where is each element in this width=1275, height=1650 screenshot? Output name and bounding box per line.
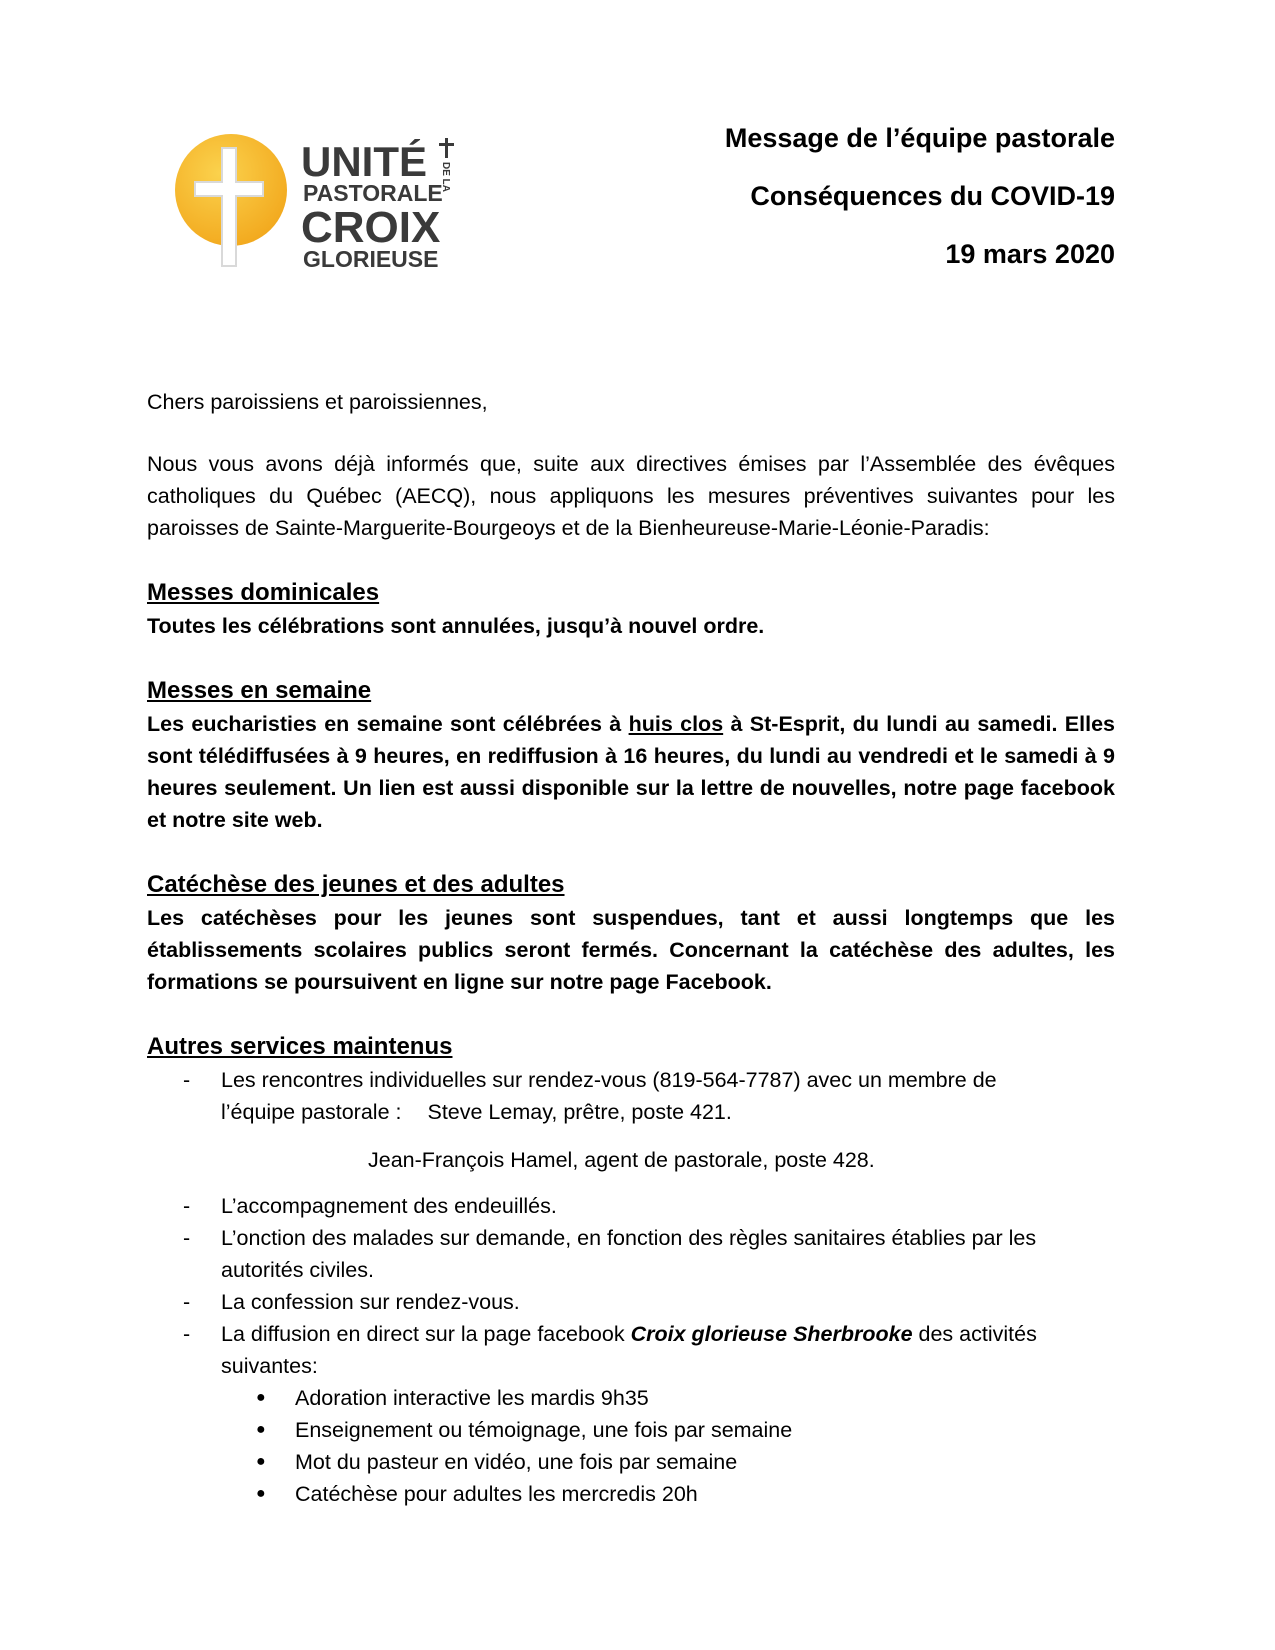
- list-item: - L’accompagnement des endeuillés.: [147, 1190, 1115, 1222]
- section-text-dominicales: Toutes les célébrations sont annulées, jusqu’à nouvel ordre.: [147, 614, 765, 638]
- section-title-autres: Autres services maintenus: [147, 1033, 453, 1060]
- diffusion-text-part2: des activités suivantes:: [221, 1322, 1037, 1378]
- bullet-item: ● Mot du pasteur en vidéo, une fois par semaine: [221, 1446, 1115, 1478]
- bullet-item: ● Enseignement ou témoignage, une fois par semaine: [221, 1414, 1115, 1446]
- intro-paragraph: Nous vous avons déjà informés que, suite aux directives émises par l’Assemblée des évêques catholiques du Québec (AECQ), nous appliquons les mesures préventives suivantes pour les paroisses de Sainte-Marguerite-Bourgeoys et de la Bienheureuse-Marie-Léonie-Paradis:: [147, 452, 1115, 540]
- rencontres-line2-label: l’équipe pastorale :: [221, 1100, 402, 1124]
- section-text-catechese: Les catéchèses pour les jeunes sont suspendues, tant et aussi longtemps que les établissements scolaires publics seront fermés. Concernant la catéchèse des adultes, les formations se poursuivent en ligne sur notre page Facebook.: [147, 906, 1115, 994]
- services-list-continued: [147, 1190, 1115, 1510]
- greeting: Chers paroissiens et paroissiennes,: [147, 390, 488, 414]
- services-list: [147, 1064, 1115, 1128]
- section-title-semaine: Messes en semaine: [147, 677, 372, 704]
- small-cross-icon: [439, 138, 454, 158]
- logo-vertical-text: DE LA: [440, 162, 451, 192]
- document-header: [725, 118, 1115, 292]
- section-title-dominicales: Messes dominicales: [147, 579, 380, 606]
- diffusion-text-part1: La diffusion en direct sur la page facebook: [221, 1322, 631, 1346]
- rencontres-line2-contact: Steve Lemay, prêtre, poste 421.: [427, 1100, 732, 1124]
- section-title-catechese: Catéchèse des jeunes et des adultes: [147, 871, 565, 898]
- semaine-text-underlined: huis clos: [628, 712, 724, 736]
- letter-body: [147, 386, 1115, 1510]
- rencontres-line3-contact: Jean-François Hamel, agent de pastorale, poste 428.: [368, 1148, 875, 1172]
- rencontres-line1: Les rencontres individuelles sur rendez-vous (819-564-7787) avec un membre de: [221, 1068, 997, 1092]
- header-title: Message de l’équipe pastorale: [724, 123, 1115, 153]
- bullet-item: ● Catéchèse pour adultes les mercredis 20h: [221, 1478, 1115, 1510]
- header-date: 19 mars 2020: [945, 239, 1115, 269]
- parish-logo: [175, 132, 475, 282]
- semaine-text-part1: Les eucharisties en semaine sont célébrées à: [147, 712, 629, 736]
- list-item: - L’onction des malades sur demande, en fonction des règles sanitaires établies par les autorités civiles.: [147, 1222, 1115, 1286]
- semaine-text-part2: à St-Esprit, du lundi au samedi. Elles sont télédiffusées à 9 heures, en rediffusion à 16 heures, du lundi au vendredi et le samedi à 9 heures seulement. Un lien est aussi disponible sur la lettre de nouvelles, notre page facebook et notre site web.: [147, 712, 1116, 832]
- header-subject: Conséquences du COVID-19: [750, 181, 1115, 211]
- bullet-item: ● Adoration interactive les mardis 9h35: [221, 1382, 1115, 1414]
- list-item: [147, 1318, 1115, 1510]
- list-item: [147, 1064, 1115, 1128]
- logo-line-glorieuse: GLORIEUSE: [303, 246, 439, 272]
- logo-graphic: [175, 132, 475, 282]
- logo-line-croix: CROIX: [301, 203, 441, 252]
- section-text-semaine: [147, 708, 1115, 836]
- facebook-page-name: Croix glorieuse Sherbrooke: [630, 1322, 913, 1346]
- activities-bullets: [221, 1382, 1115, 1510]
- logo-line-pastorale: PASTORALE: [303, 180, 443, 206]
- list-item: - La confession sur rendez-vous.: [147, 1286, 1115, 1318]
- logo-line-unite: UNITÉ: [301, 138, 427, 185]
